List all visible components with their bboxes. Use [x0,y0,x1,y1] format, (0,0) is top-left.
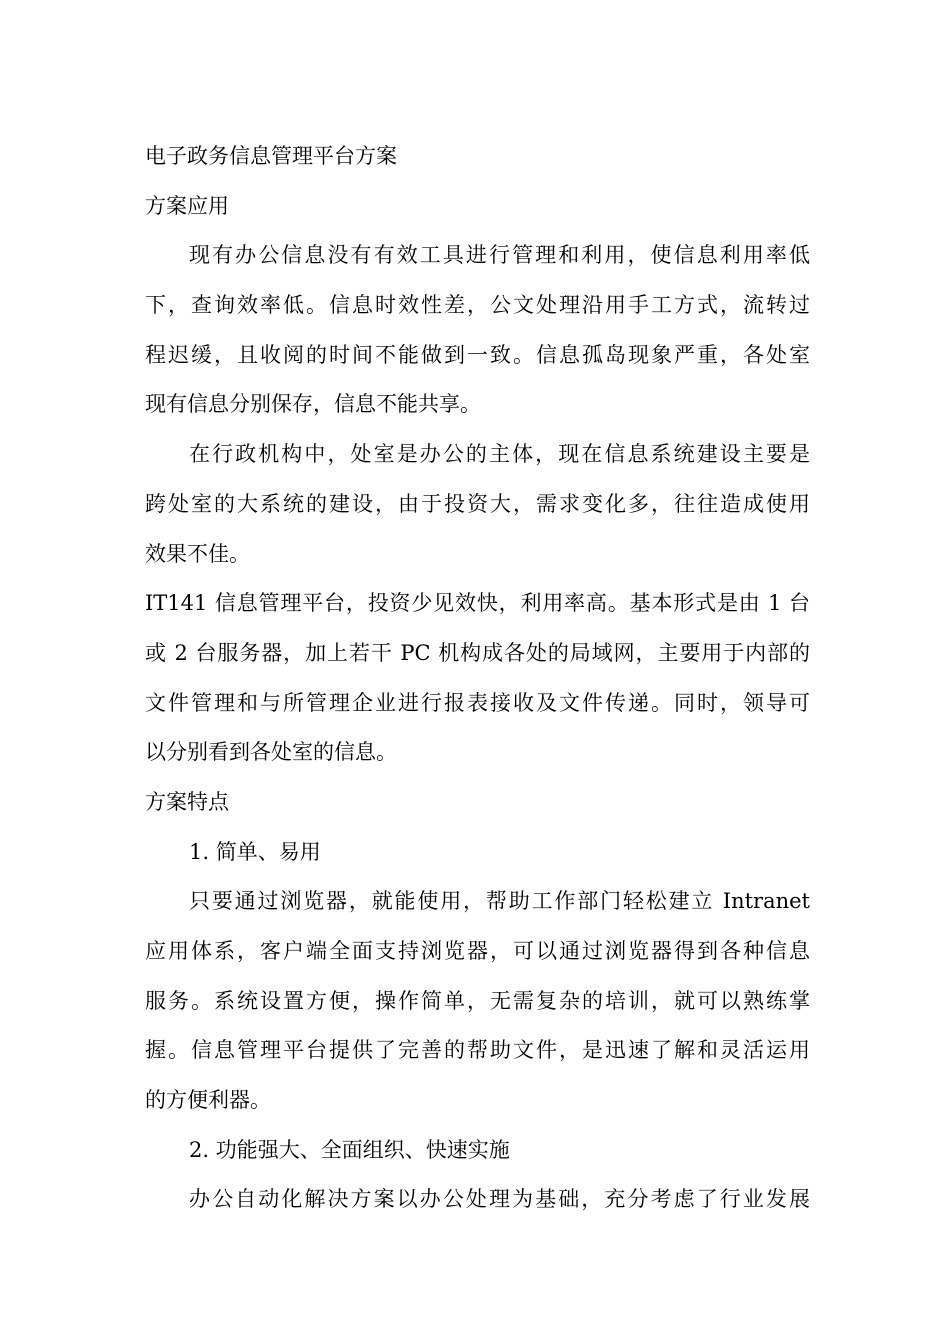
feature-heading-simple: 1. 简单、易用 [189,839,321,864]
paragraph-line: 现有办公信息没有有效工具进行管理和利用，使信息利用率低 [189,243,810,268]
paragraph-current-situation [145,231,810,430]
paragraph-office-automation [145,1175,810,1225]
paragraph-line: 效果不佳。 [145,541,250,566]
paragraph-line: 的方便利器。 [145,1088,271,1113]
paragraph-it141-platform [145,579,810,778]
paragraph-line: 或 2 台服务器，加上若干 PC 机构成各处的局域网，主要用于内部的 [145,640,810,665]
section-heading-application: 方案应用 [145,193,229,218]
paragraph-line: 应用体系，客户端全面支持浏览器，可以通过浏览器得到各种信息 [145,939,810,963]
paragraph-line: 现有信息分别保存，信息不能共享。 [145,392,481,417]
document-body [145,132,810,1225]
paragraph-line: 办公自动化解决方案以办公处理为基础，充分考虑了行业发展 [189,1187,810,1212]
paragraph-line: 下，查询效率低。信息时效性差，公文处理沿用手工方式，流转过 [145,293,810,318]
paragraph-line: 只要通过浏览器，就能使用，帮助工作部门轻松建立 Intranet [189,889,810,914]
section-heading-features: 方案特点 [145,789,229,814]
paragraph-line: 在行政机构中，处室是办公的主体，现在信息系统建设主要是 [189,442,810,467]
paragraph-administrative-bodies [145,430,810,579]
paragraph-line: 程迟缓，且收阅的时间不能做到一致。信息孤岛现象严重，各处室 [145,342,810,367]
paragraph-line: 握。信息管理平台提供了完善的帮助文件，是迅速了解和灵活运用 [145,1038,810,1063]
paragraph-line: 跨处室的大系统的建设，由于投资大，需求变化多，往往造成使用 [145,491,810,516]
feature-heading-powerful: 2. 功能强大、全面组织、快速实施 [189,1137,510,1162]
paragraph-line: 以分别看到各处室的信息。 [145,740,397,765]
paragraph-line: 服务。系统设置方便，操作简单，无需复杂的培训，就可以熟练掌 [145,988,810,1013]
paragraph-simple-easy [145,877,810,1125]
document-title: 电子政务信息管理平台方案 [145,144,397,168]
paragraph-line: 文件管理和与所管理企业进行报表接收及文件传递。同时，领导可 [145,690,810,715]
paragraph-line: IT141 信息管理平台，投资少见效快，利用率高。基本形式是由 1 台 [145,591,810,616]
